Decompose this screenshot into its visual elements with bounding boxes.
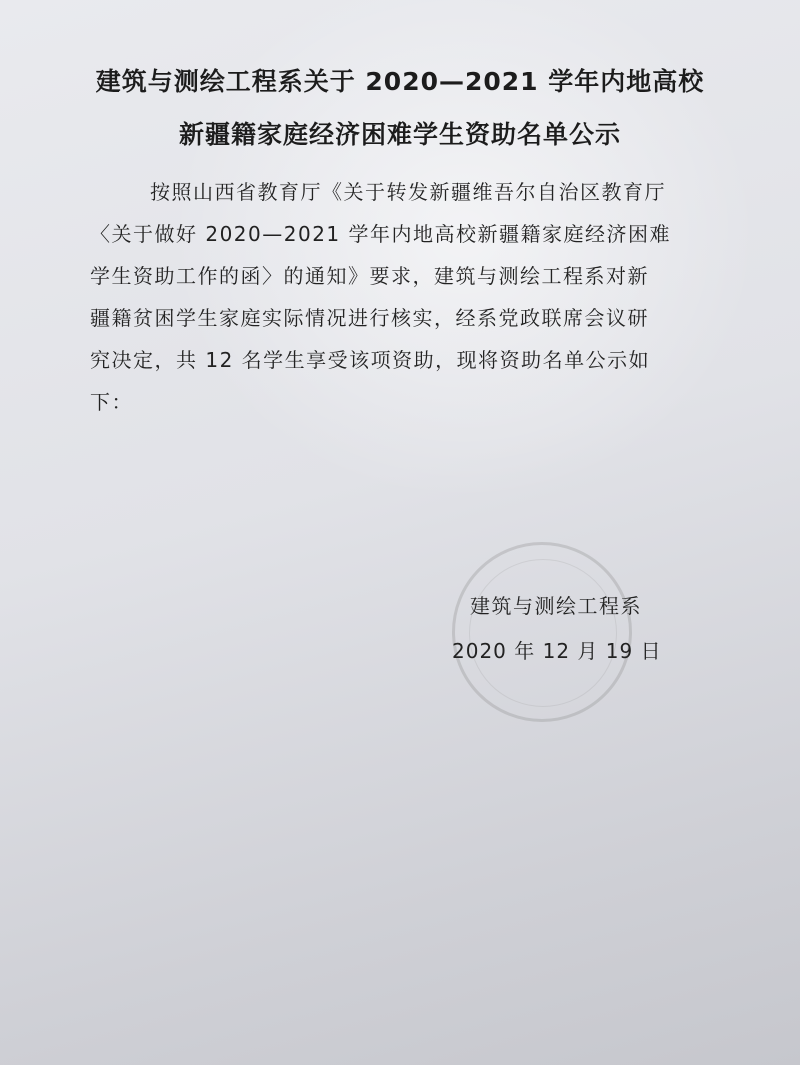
official-seal-stamp	[452, 542, 632, 722]
body-line-1: 按照山西省教育厅《关于转发新疆维吾尔自治区教育厅	[150, 180, 666, 204]
body-line-2: 〈关于做好 2020—2021 学年内地高校新疆籍家庭经济困难	[90, 222, 672, 246]
body-line-4: 疆籍贫困学生家庭实际情况进行核实，经系党政联席会议研	[90, 306, 649, 330]
body-line-6: 下：	[90, 390, 133, 414]
seal-inner-ring	[469, 559, 617, 707]
signature-department: 建筑与测绘工程系	[470, 594, 642, 618]
body-line-3: 学生资助工作的函〉的通知》要求，建筑与测绘工程系对新	[90, 264, 649, 288]
title-line-1: 建筑与测绘工程系关于 2020—2021 学年内地高校	[95, 67, 705, 96]
body-line-5: 究决定，共 12 名学生享受该项资助，现将资助名单公示如	[90, 348, 651, 372]
signature-date: 2020 年 12 月 19 日	[452, 639, 662, 663]
title-line-2: 新疆籍家庭经济困难学生资助名单公示	[178, 120, 621, 149]
